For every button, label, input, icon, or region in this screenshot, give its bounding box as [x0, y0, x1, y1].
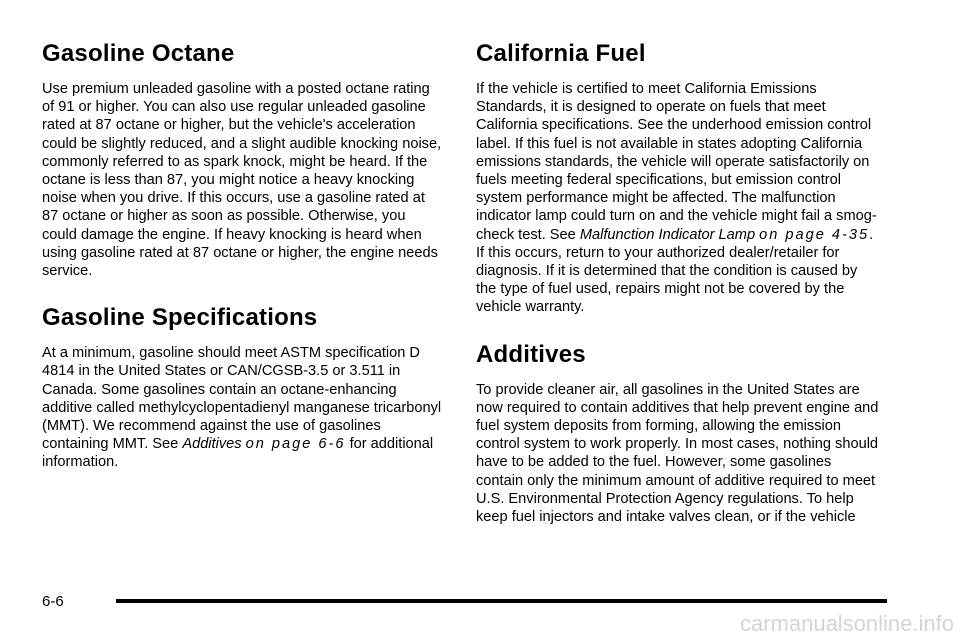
additives-xref-page: on page 6-6: [245, 436, 346, 453]
gasoline-specifications-section: [42, 302, 442, 471]
additives-cross-reference-link[interactable]: [182, 436, 345, 452]
additives-xref-title: Additives: [182, 436, 242, 453]
gasoline-octane-heading: Gasoline Octane: [42, 40, 235, 67]
california-fuel-body: [476, 80, 881, 317]
left-column: [42, 38, 442, 494]
page-number: 6-6: [42, 593, 64, 610]
california-fuel-heading: California Fuel: [476, 40, 646, 67]
malfunction-lamp-cross-reference-link[interactable]: [580, 227, 869, 243]
footer-divider: [116, 599, 887, 603]
gasoline-specifications-heading: Gasoline Specifications: [42, 304, 318, 332]
gasoline-octane-section: [42, 38, 442, 280]
california-body-text: If the vehicle is certified to meet California Emissions Standards, it is designed to operate on fuels that meet California specifications. See the underhood emission control label. If this fuel is not available in states adopting California emissions standards, the vehicle will operate satisfactorily on fuels meeting federal specifications, but emission control system performance might be affected. The malfunction indicator lamp could turn on and the vehicle might fail a smog-check test. See: [476, 81, 877, 243]
additives-heading: Additives: [476, 340, 586, 368]
malfunction-xref-page: on page 4-35: [759, 226, 870, 243]
additives-section: [476, 339, 881, 527]
watermark: carmanualsonline.info: [739, 611, 954, 636]
malfunction-xref-title: Malfunction Indicator Lamp: [579, 226, 756, 243]
additives-body: To provide cleaner air, all gasolines in the United States are now required to contain additives that help prevent engine and fuel system deposits from forming, allowing the emission control system to work properly. In most cases, nothing should have to be added to the fuel. However, some gasolines contain only the minimum amount of additive required to meet U.S. Environmental Protection Agency regulations. To help keep fuel injectors and intake valves clean, or if the vehicle: [476, 381, 879, 526]
california-fuel-section: [476, 38, 881, 317]
gasoline-octane-body: Use premium unleaded gasoline with a posted octane rating of 91 or higher. You can also use regular unleaded gasoline rated at 87 octane or higher, but the vehicle's acceleration could be slightly reduced, and a slight audible knocking noise, commonly referred to as spark knock, might be heard. If the octane is less than 87, you might notice a heavy knocking noise when you drive. If this occurs, use a gasoline rated at 87 octane or higher as soon as possible. Otherwise, you could damage the engine. If heavy knocking is heard when using gasoline rated at 87 octane or higher, the engine needs service.: [42, 81, 442, 280]
gasoline-specifications-body: [42, 344, 442, 471]
right-column: [476, 38, 881, 548]
specs-body-text-end: for additional information.: [42, 436, 434, 471]
specs-body-text: At a minimum, gasoline should meet ASTM specification D 4814 in the United States or CAN/CGSB-3.5 or 3.511 in Canada. Some gasolines contain an octane-enhancing additive called methylcyclopentadienyl manganese tricarbonyl (MMT). We recommend against the use of gasolines containing MMT. See: [42, 345, 442, 453]
california-body-text-end: . If this occurs, return to your authorized dealer/retailer for diagnosis. If it is determined that the condition is caused by the type of fuel used, repairs might not be covered by the vehicle warranty.: [476, 226, 874, 316]
